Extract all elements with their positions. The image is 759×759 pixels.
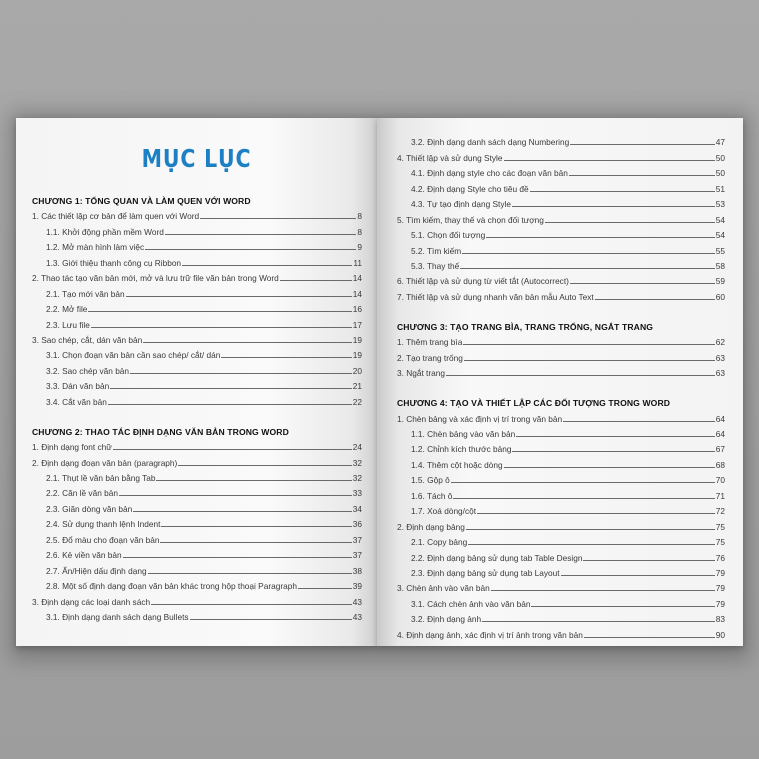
- section-gap: [397, 378, 725, 392]
- toc-page-number: 43: [352, 611, 362, 622]
- toc-page-number: 9: [357, 242, 362, 253]
- toc-entry-title: 5. Tìm kiếm, thay thế và chọn đối tượng: [397, 214, 544, 225]
- toc-page-number: 79: [715, 567, 725, 578]
- toc-subentry: [397, 485, 725, 500]
- toc-subentry: [397, 225, 725, 240]
- toc-subentry: [32, 391, 362, 406]
- toc-entry: [397, 408, 725, 423]
- toc-leader-line: [530, 191, 715, 192]
- toc-page-number: 22: [352, 396, 362, 407]
- toc-subentry: [397, 454, 725, 469]
- toc-entry-title: 3.2. Sao chép văn bản: [46, 365, 130, 376]
- toc-subentry: [397, 609, 725, 624]
- toc-leader-line: [595, 299, 715, 300]
- toc-entry-title: 1. Thêm trang bìa: [397, 337, 463, 348]
- toc-entry-title: 3.2. Định dạng danh sách dạng Numbering: [411, 137, 570, 148]
- toc-leader-line: [570, 283, 715, 284]
- toc-leader-line: [531, 606, 714, 607]
- toc-entry-title: 1.3. Giới thiệu thanh công cụ Ribbon: [46, 257, 182, 268]
- toc-entry-title: 3.2. Định dạng ảnh: [411, 614, 482, 625]
- toc-entry-title: 1.2. Chỉnh kích thước bảng: [411, 444, 512, 455]
- toc-subentry: [32, 483, 362, 498]
- toc-entry: [32, 452, 362, 467]
- toc-entry-title: 2.6. Kẻ viền văn bản: [46, 550, 122, 561]
- toc-page-number: 63: [715, 368, 725, 379]
- toc-leader-line: [130, 373, 352, 374]
- toc-leader-line: [108, 404, 352, 405]
- toc-entry-title: 2.1. Tạo mới văn bản: [46, 288, 125, 299]
- toc-page-number: 36: [352, 519, 362, 530]
- toc-leader-line: [563, 421, 715, 422]
- toc-leader-line: [504, 467, 715, 468]
- toc-page-number: 24: [352, 442, 362, 453]
- toc-page-number: 19: [352, 334, 362, 345]
- toc-entry-title: 2.1. Copy bảng: [411, 537, 468, 548]
- toc-subentry: [397, 132, 725, 147]
- toc-entry-title: 1. Chèn bảng và xác định vị trí trong văn bản: [397, 413, 563, 424]
- toc-entry-title: 3. Ngắt trang: [397, 368, 445, 379]
- toc-page-number: 14: [352, 273, 362, 284]
- left-page: [16, 118, 377, 646]
- toc-leader-line: [462, 253, 715, 254]
- toc-subentry: [32, 468, 362, 483]
- toc-leader-line: [148, 573, 352, 574]
- toc-page-number: 17: [352, 319, 362, 330]
- toc-subentry: [32, 221, 362, 236]
- toc-entry: [397, 286, 725, 301]
- toc-page-number: 72: [715, 506, 725, 517]
- right-page: [377, 118, 743, 646]
- toc-page-number: 8: [357, 226, 362, 237]
- toc-leader-line: [584, 637, 715, 638]
- toc-entry-title: 1.6. Tách ô: [411, 490, 453, 501]
- toc-entry-title: 3.1. Định dạng danh sách dạng Bullets: [46, 611, 189, 622]
- toc-subentry: [32, 252, 362, 267]
- toc-page-number: 50: [715, 152, 725, 163]
- chapter-heading: CHƯƠNG 1: TỔNG QUAN VÀ LÀM QUEN VỚI WORD: [32, 196, 251, 206]
- toc-leader-line: [486, 237, 715, 238]
- toc-leader-line: [182, 265, 352, 266]
- toc-subentry: [397, 501, 725, 516]
- toc-entry: [397, 209, 725, 224]
- toc-leader-line: [200, 218, 356, 219]
- toc-page-number: 11: [353, 257, 362, 268]
- toc-leader-line: [446, 375, 715, 376]
- toc-entry-title: 2.1. Thụt lề văn bản bằng Tab: [46, 473, 156, 483]
- toc-entry: [32, 330, 362, 345]
- toc-entry-title: 2. Thao tác tạo văn bản mới, mở và lưu trữ file văn bản trong Word: [32, 273, 279, 284]
- section-gap: [397, 302, 725, 316]
- toc-leader-line: [143, 342, 352, 343]
- toc-page-number: 53: [715, 199, 725, 210]
- toc-entry: [397, 332, 725, 347]
- toc-page-number: 70: [715, 475, 725, 486]
- toc-page-number: 32: [352, 457, 362, 468]
- toc-subentry: [32, 360, 362, 375]
- toc-page-number: 32: [352, 473, 362, 483]
- toc-leader-line: [491, 590, 715, 591]
- toc-leader-line: [298, 588, 352, 589]
- toc-leader-line: [463, 344, 714, 345]
- toc-entry-title: 2.2. Định dạng bảng sử dụng tab Table Design: [411, 552, 583, 563]
- toc-entry-title: 2.3. Lưu file: [46, 319, 90, 330]
- toc-entry-title: 2.3. Định dạng bảng sử dụng tab Layout: [411, 567, 560, 578]
- toc-subentry: [397, 563, 725, 578]
- toc-page-number: 43: [352, 596, 362, 607]
- toc-entry: [397, 363, 725, 378]
- toc-subentry: [397, 178, 725, 193]
- toc-leader-line: [516, 436, 715, 437]
- toc-entry-title: 4.3. Tự tạo định dạng Style: [411, 199, 511, 210]
- toc-page-number: 14: [352, 288, 362, 299]
- toc-subentry: [397, 470, 725, 485]
- toc-entry-title: 2.2. Căn lề văn bản: [46, 488, 118, 499]
- toc-page-number: 71: [715, 490, 725, 501]
- toc-leader-line: [221, 357, 351, 358]
- toc-left: [32, 190, 362, 622]
- toc-page-number: 79: [715, 598, 725, 609]
- toc-entry: [397, 624, 725, 639]
- toc-page-number: 62: [715, 337, 725, 348]
- toc-entry-title: 1.2. Mở màn hình làm việc: [46, 242, 145, 253]
- toc-entry-title: 4.1. Định dạng style cho các đoạn văn bản: [411, 168, 568, 179]
- toc-page-number: 37: [352, 534, 362, 545]
- toc-entry: [32, 268, 362, 283]
- toc-subentry: [397, 547, 725, 562]
- toc-subentry: [397, 424, 725, 439]
- toc-leader-line: [569, 175, 715, 176]
- chapter-heading: CHƯƠNG 3: TẠO TRANG BÌA, TRANG TRỐNG, NGẮT TRANG: [397, 321, 654, 332]
- toc-entry-title: 2.3. Giãn dòng văn bản: [46, 503, 133, 514]
- toc-page-number: 79: [715, 583, 725, 594]
- toc-subentry: [32, 545, 362, 560]
- toc-entry: [397, 516, 725, 531]
- toc-leader-line: [583, 560, 714, 561]
- toc-entry-title: 2. Tạo trang trống: [397, 352, 463, 363]
- toc-subentry: [397, 593, 725, 608]
- toc-entry-title: 1.1. Chèn bảng vào văn bản: [411, 429, 516, 439]
- toc-page-number: 39: [352, 581, 362, 592]
- toc-subentry: [397, 256, 725, 271]
- toc-leader-line: [482, 621, 715, 622]
- toc-entry: [397, 578, 725, 593]
- toc-page-number: 50: [715, 168, 725, 179]
- toc-subentry: [397, 240, 725, 255]
- toc-page-number: 60: [715, 291, 725, 302]
- toc-leader-line: [460, 268, 714, 269]
- toc-leader-line: [178, 465, 351, 466]
- toc-page-number: 37: [352, 550, 362, 561]
- toc-leader-line: [126, 296, 352, 297]
- toc-leader-line: [156, 480, 351, 481]
- toc-page-number: 64: [715, 413, 725, 424]
- toc-leader-line: [504, 160, 715, 161]
- toc-entry-title: 2.8. Một số định dạng đoạn văn bản khác trong hộp thoại Paragraph: [46, 581, 297, 592]
- toc-leader-line: [512, 206, 715, 207]
- toc-entry-title: 3.3. Dán văn bản: [46, 381, 110, 392]
- toc-page-number: 54: [715, 230, 725, 241]
- toc-subentry: [32, 514, 362, 529]
- toc-entry-title: 2. Định dạng đoạn văn bản (paragraph): [32, 457, 178, 468]
- toc-entry-title: 4.2. Định dạng Style cho tiêu đề: [411, 183, 529, 194]
- toc-page-number: 75: [715, 537, 725, 548]
- toc-page-number: 67: [715, 444, 725, 455]
- toc-leader-line: [165, 234, 357, 235]
- toc-right: [397, 132, 725, 640]
- toc-leader-line: [110, 388, 352, 389]
- toc-entry-title: 3. Chèn ảnh vào văn bản: [397, 583, 490, 594]
- toc-entry-title: 5.1. Chọn đối tượng: [411, 230, 486, 241]
- toc-page-number: 19: [352, 350, 362, 361]
- section-gap: [32, 407, 362, 421]
- toc-entry-title: 5.2. Tìm kiếm: [411, 245, 462, 256]
- toc-page-number: 59: [715, 276, 725, 287]
- toc-entry: [32, 591, 362, 606]
- toc-entry-title: 1. Định dạng font chữ: [32, 442, 112, 453]
- toc-subentry: [32, 376, 362, 391]
- toc-subentry: [32, 299, 362, 314]
- toc-page-number: 51: [715, 183, 725, 194]
- chapter-heading: CHƯƠNG 4: TẠO VÀ THIẾT LẬP CÁC ĐỐI TƯỢNG TRONG WORD: [397, 398, 671, 409]
- toc-leader-line: [123, 557, 352, 558]
- toc-entry: [397, 271, 725, 286]
- toc-entry-title: 2.5. Đổ màu cho đoạn văn bản: [46, 534, 160, 545]
- toc-entry-title: 4. Thiết lập và sử dụng Style: [397, 152, 503, 163]
- toc-leader-line: [464, 360, 715, 361]
- toc-leader-line: [145, 249, 356, 250]
- toc-entry-title: 1.4. Thêm cột hoặc dòng: [411, 459, 503, 470]
- toc-leader-line: [113, 449, 352, 450]
- toc-leader-line: [468, 544, 714, 545]
- toc-subentry: [32, 498, 362, 513]
- toc-leader-line: [133, 511, 352, 512]
- toc-leader-line: [119, 495, 352, 496]
- toc-subentry: [32, 607, 362, 622]
- toc-entry-title: 3. Sao chép, cắt, dán văn bản: [32, 334, 143, 345]
- toc-leader-line: [477, 513, 715, 514]
- toc-page-number: 47: [715, 137, 725, 148]
- toc-leader-line: [190, 619, 352, 620]
- toc-leader-line: [453, 498, 714, 499]
- toc-page-number: 58: [715, 260, 725, 271]
- toc-entry-title: 1.7. Xoá dòng/cột: [411, 506, 477, 517]
- toc-page-number: 64: [715, 429, 725, 439]
- toc-page-number: 16: [352, 304, 362, 315]
- toc-entry-title: 1.5. Gộp ô: [411, 475, 450, 486]
- toc-entry-title: 6. Thiết lập và sử dụng từ viết tắt (Autocorrect): [397, 276, 569, 287]
- toc-subentry: [32, 576, 362, 591]
- toc-page-number: 38: [352, 565, 362, 576]
- toc-leader-line: [451, 482, 715, 483]
- toc-entry-title: 2. Định dạng bảng: [397, 521, 465, 532]
- toc-entry-title: 2.4. Sử dụng thanh lệnh Indent: [46, 519, 161, 530]
- toc-page-number: 63: [715, 352, 725, 363]
- toc-leader-line: [512, 451, 714, 452]
- toc-entry-title: 7. Thiết lập và sử dụng nhanh văn bản mẫu Auto Text: [397, 291, 594, 302]
- toc-entry-title: 5.3. Thay thế: [411, 260, 460, 271]
- toc-leader-line: [88, 311, 351, 312]
- toc-subentry: [397, 163, 725, 178]
- toc-entry-title: 2.7. Ẩn/Hiện dấu định dạng: [46, 565, 147, 576]
- toc-leader-line: [466, 529, 715, 530]
- toc-leader-line: [160, 542, 351, 543]
- toc-subentry: [397, 439, 725, 454]
- toc-entry-title: 3.1. Cách chèn ảnh vào văn bản: [411, 598, 531, 609]
- toc-subentry: [397, 194, 725, 209]
- toc-subentry: [32, 314, 362, 329]
- toc-page-number: 54: [715, 214, 725, 225]
- toc-page-number: 55: [715, 245, 725, 256]
- toc-leader-line: [161, 526, 351, 527]
- toc-page-number: 21: [352, 381, 362, 392]
- toc-subentry: [32, 345, 362, 360]
- toc-page-number: 76: [715, 552, 725, 563]
- toc-subentry: [32, 237, 362, 252]
- toc-entry-title: 3. Định dạng các loại danh sách: [32, 596, 151, 607]
- toc-page-number: 20: [352, 365, 362, 376]
- toc-page-number: 33: [352, 488, 362, 499]
- toc-page-number: 83: [715, 614, 725, 625]
- toc-page-number: 68: [715, 459, 725, 470]
- toc-entry-title: 2.2. Mở file: [46, 304, 88, 315]
- toc-leader-line: [280, 280, 352, 281]
- toc-subentry: [397, 532, 725, 547]
- toc-leader-line: [91, 327, 352, 328]
- toc-entry-title: 1. Các thiết lập cơ bản để làm quen với Word: [32, 211, 200, 222]
- toc-leader-line: [570, 144, 715, 145]
- toc-entry: [32, 437, 362, 452]
- page-title: MỤC LỤC: [141, 144, 252, 173]
- toc-entry-title: 3.1. Chọn đoạn văn bản cần sao chép/ cắt/ dán: [46, 350, 221, 361]
- toc-entry-title: 1.1. Khởi động phần mềm Word: [46, 226, 164, 237]
- toc-subentry: [32, 283, 362, 298]
- toc-entry-title: 4. Định dạng ảnh, xác định vị trí ảnh trong văn bản: [397, 629, 583, 640]
- toc-page-number: 75: [715, 521, 725, 532]
- toc-entry: [397, 147, 725, 162]
- toc-leader-line: [545, 222, 715, 223]
- toc-subentry: [32, 560, 362, 575]
- toc-entry: [32, 206, 362, 221]
- toc-page-number: 34: [352, 503, 362, 514]
- toc-subentry: [32, 529, 362, 544]
- toc-entry-title: 3.4. Cắt văn bản: [46, 396, 107, 407]
- toc-page-number: 90: [715, 629, 725, 640]
- toc-entry: [397, 347, 725, 362]
- toc-leader-line: [151, 604, 352, 605]
- toc-leader-line: [561, 575, 715, 576]
- chapter-heading: CHƯƠNG 2: THAO TÁC ĐỊNH DẠNG VĂN BẢN TRONG WORD: [32, 426, 289, 437]
- toc-page-number: 8: [357, 211, 362, 222]
